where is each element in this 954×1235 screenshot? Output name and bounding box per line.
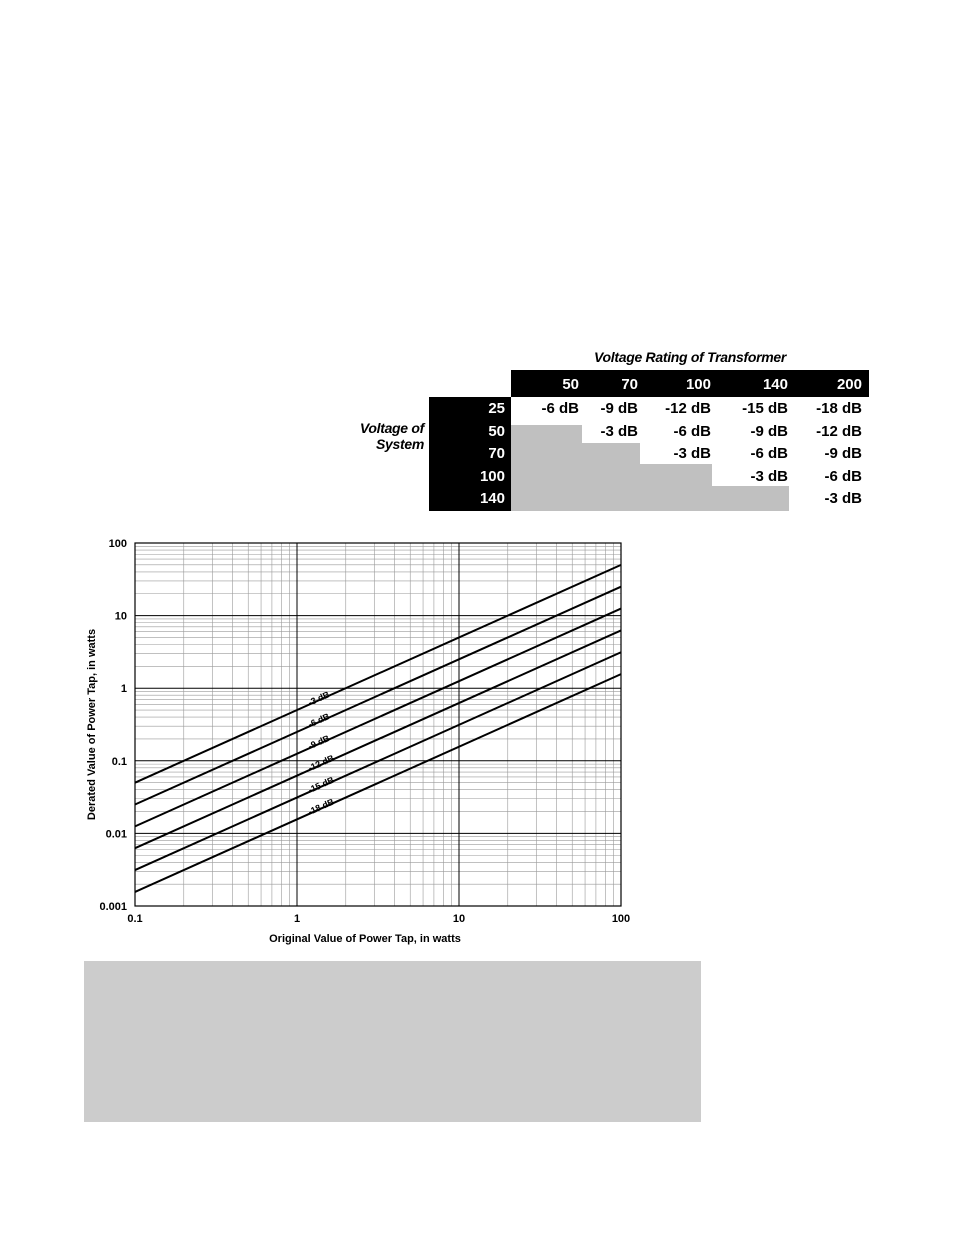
table-cell: -6 dB [673, 423, 711, 440]
table-cell: -15 dB [742, 400, 788, 417]
series-label: -18 dB [306, 796, 336, 817]
x-axis-label: Original Value of Power Tap, in watts [269, 933, 461, 945]
table-cell: -3 dB [824, 490, 862, 507]
row-header: 50 [488, 423, 505, 440]
table-cell: -18 dB [816, 400, 862, 417]
series-label: -3 dB [306, 689, 332, 708]
row-header: 25 [488, 400, 505, 417]
table-cell: -6 dB [541, 400, 579, 417]
y-tick-label: 1 [120, 683, 127, 696]
y-tick-label: 10 [114, 610, 127, 623]
x-tick-label: 1 [293, 913, 301, 925]
row-header: 100 [479, 468, 505, 485]
x-tick-label: 0.1 [127, 913, 143, 925]
table-cell: -6 dB [824, 468, 862, 485]
table-cell: -12 dB [665, 400, 711, 417]
series-line [135, 674, 621, 892]
column-header: 100 [685, 376, 711, 393]
y-tick-label: 100 [108, 538, 127, 550]
series-line [135, 565, 621, 783]
table-cell: -9 dB [600, 400, 638, 417]
table-cell: -3 dB [673, 445, 711, 462]
table-cell: -9 dB [750, 423, 788, 440]
series-line [135, 609, 621, 827]
column-header: 140 [762, 376, 788, 393]
row-header: 70 [488, 445, 505, 462]
row-axis-title-line2: System [375, 436, 424, 452]
series-line [135, 630, 621, 848]
series-label: -9 dB [306, 733, 332, 752]
row-axis-title-line1: Voltage of [359, 420, 424, 436]
table-cell: -3 dB [600, 423, 638, 440]
x-tick-label: 100 [611, 913, 631, 925]
column-header: 70 [621, 376, 638, 393]
series-label: -15 dB [306, 774, 336, 796]
table-cell: -9 dB [824, 445, 862, 462]
series-label: -12 dB [306, 752, 336, 774]
row-header: 140 [479, 490, 505, 507]
table-cell: -3 dB [750, 468, 788, 485]
series-label: -6 dB [306, 711, 332, 730]
column-header: 50 [562, 376, 579, 393]
y-tick-label: 0.01 [105, 828, 127, 841]
table-title: Voltage Rating of Transformer [594, 349, 786, 365]
column-header: 200 [836, 376, 862, 393]
y-tick-label: 0.1 [111, 755, 127, 768]
table-cell: -6 dB [750, 445, 788, 462]
y-axis-label: Derated Value of Power Tap, in watts [86, 628, 98, 821]
x-tick-label: 10 [452, 913, 466, 925]
y-tick-label: 0.001 [99, 901, 127, 913]
note-box [84, 961, 701, 1122]
table-cell: -12 dB [816, 423, 862, 440]
